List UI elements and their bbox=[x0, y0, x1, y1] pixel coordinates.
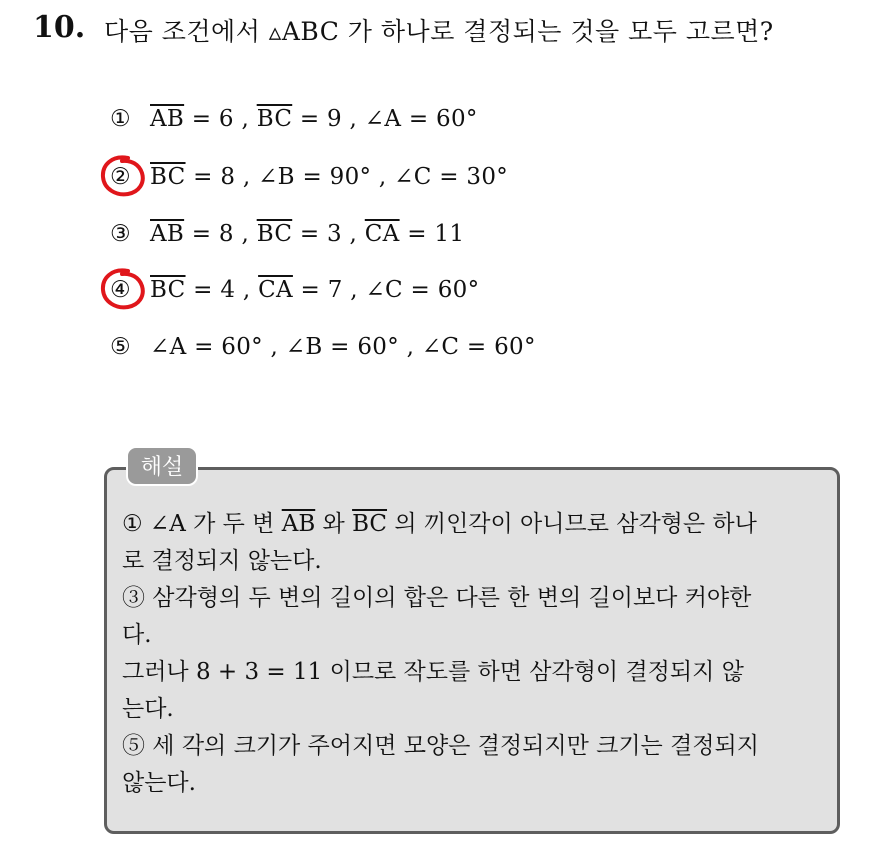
option-expression bbox=[150, 277, 479, 303]
explanation-line bbox=[122, 765, 827, 802]
segment-name: $\overline{CA}$ bbox=[364, 221, 400, 247]
segment-name: $\overline{CA}$ bbox=[258, 277, 293, 303]
math-text: ∠A = 60° , ∠B = 60° , ∠C = 60° bbox=[150, 334, 536, 360]
math-text: 는다. bbox=[122, 696, 174, 722]
math-text: 않는다. bbox=[122, 770, 196, 796]
math-text: 와 bbox=[315, 511, 353, 537]
option-expression bbox=[150, 334, 536, 360]
option-5[interactable] bbox=[110, 334, 536, 360]
math-text: = 7 , ∠C = 60° bbox=[292, 277, 480, 303]
explanation-tab: 해설 bbox=[126, 446, 198, 486]
explanation-line bbox=[122, 617, 827, 654]
math-text: 의 끼인각이 아니므로 삼각형은 하나 bbox=[387, 511, 757, 537]
segment-name: $\overline{AB}$ bbox=[150, 106, 185, 132]
option-expression bbox=[150, 164, 508, 190]
option-number: ③ bbox=[110, 221, 131, 247]
question-number: 10. bbox=[33, 10, 86, 45]
option-3[interactable] bbox=[110, 221, 464, 247]
option-number: ⑤ bbox=[110, 334, 131, 360]
segment-name: $\overline{AB}$ bbox=[150, 221, 185, 247]
math-text: = 8 , bbox=[184, 221, 257, 247]
math-text: 다. bbox=[122, 622, 152, 648]
option-expression bbox=[150, 221, 464, 247]
option-expression bbox=[150, 106, 478, 132]
math-text: = 3 , bbox=[292, 221, 365, 247]
explanation-line bbox=[122, 580, 827, 617]
explanation-line bbox=[122, 654, 827, 691]
segment-name: $\overline{BC}$ bbox=[256, 106, 293, 132]
math-text: = 8 , ∠B = 90° , ∠C = 30° bbox=[185, 164, 509, 190]
segment-name: $\overline{BC}$ bbox=[150, 277, 186, 303]
math-text: ① ∠A 가 두 변 bbox=[122, 511, 282, 537]
explanation-line bbox=[122, 691, 827, 728]
math-text: = 9 , ∠A = 60° bbox=[292, 106, 478, 132]
math-text: 로 결정되지 않는다. bbox=[122, 548, 322, 574]
explanation-line bbox=[122, 728, 827, 765]
math-text: = 11 bbox=[399, 221, 465, 247]
math-text: ③ 삼각형의 두 변의 길이의 합은 다른 한 변의 길이보다 커야한 bbox=[122, 585, 752, 611]
question-text: 다음 조건에서 ▵ABC 가 하나로 결정되는 것을 모두 고르면? bbox=[104, 17, 774, 46]
option-1[interactable] bbox=[110, 106, 478, 132]
math-text: ⑤ 세 각의 크기가 주어지면 모양은 결정되지만 크기는 결정되지 bbox=[122, 733, 759, 759]
option-number: ② bbox=[110, 164, 131, 190]
answer-mark-circle bbox=[98, 265, 150, 313]
option-2[interactable] bbox=[110, 164, 508, 190]
explanation-line bbox=[122, 506, 827, 543]
option-4[interactable] bbox=[110, 277, 479, 303]
segment-name: $\overline{BC}$ bbox=[150, 164, 186, 190]
explanation-line bbox=[122, 543, 827, 580]
option-number: ④ bbox=[110, 277, 131, 303]
answer-mark-circle bbox=[98, 152, 150, 200]
math-text: = 6 , bbox=[184, 106, 257, 132]
segment-name: $\overline{AB}$ bbox=[281, 511, 316, 537]
option-number: ① bbox=[110, 106, 131, 132]
math-text: = 4 , bbox=[185, 277, 259, 303]
explanation-text bbox=[122, 506, 827, 802]
segment-name: $\overline{BC}$ bbox=[256, 221, 293, 247]
math-text: 그러나 8 + 3 = 11 이므로 작도를 하면 삼각형이 결정되지 않 bbox=[122, 659, 744, 685]
segment-name: $\overline{BC}$ bbox=[352, 511, 388, 537]
